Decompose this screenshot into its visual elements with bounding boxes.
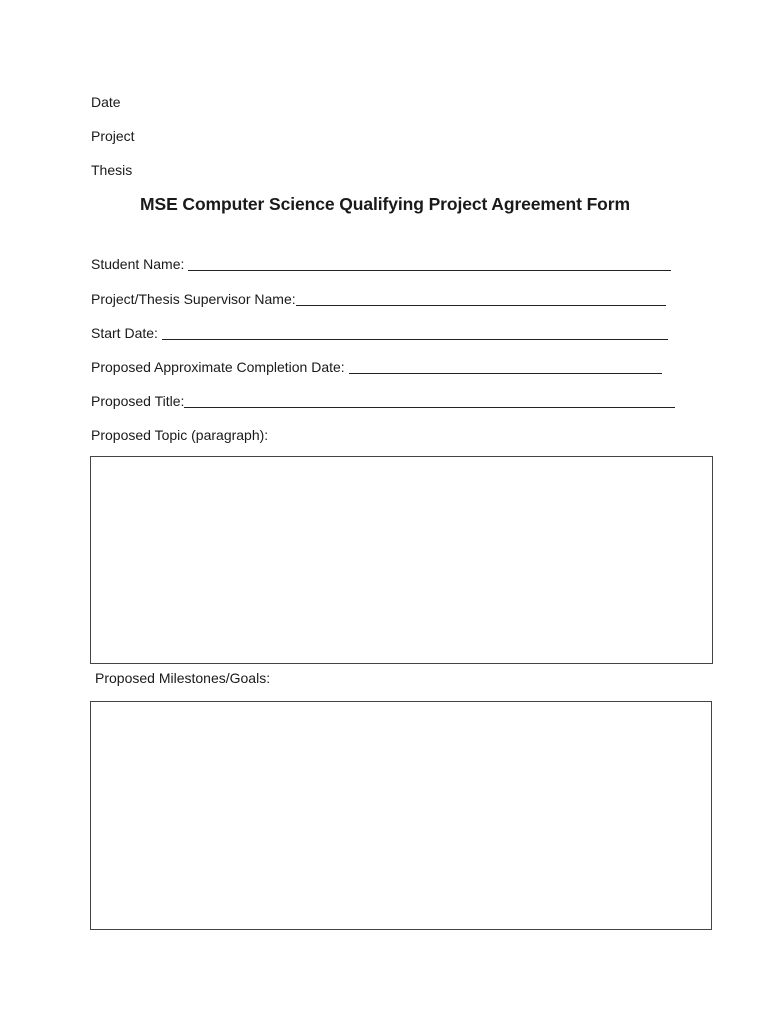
proposed-milestones-label: Proposed Milestones/Goals: [95, 670, 271, 686]
student-name-label: Student Name: [91, 256, 189, 272]
proposed-topic-label: Proposed Topic (paragraph): [91, 427, 269, 443]
student-name-field[interactable] [91, 255, 671, 273]
proposed-title-label: Proposed Title: [91, 393, 185, 409]
date-label: Date [91, 94, 121, 110]
student-name-blank[interactable] [188, 257, 671, 271]
thesis-label: Thesis [91, 162, 133, 178]
supervisor-name-blank[interactable] [296, 292, 666, 306]
proposed-title-blank[interactable] [184, 394, 675, 408]
proposed-milestones-box[interactable] [90, 701, 712, 930]
completion-date-blank[interactable] [349, 360, 662, 374]
start-date-blank[interactable] [162, 326, 668, 340]
supervisor-name-label: Project/Thesis Supervisor Name: [91, 291, 296, 307]
proposed-topic-box[interactable] [90, 456, 713, 664]
start-date-field[interactable] [91, 324, 668, 342]
start-date-label: Start Date: [91, 325, 162, 341]
project-label: Project [91, 128, 135, 144]
form-title: MSE Computer Science Qualifying Project Agreement Form [140, 194, 630, 214]
supervisor-name-field[interactable] [91, 290, 666, 308]
proposed-title-field[interactable] [91, 392, 675, 410]
completion-date-field[interactable] [91, 358, 662, 376]
completion-date-label: Proposed Approximate Completion Date: [91, 359, 349, 375]
